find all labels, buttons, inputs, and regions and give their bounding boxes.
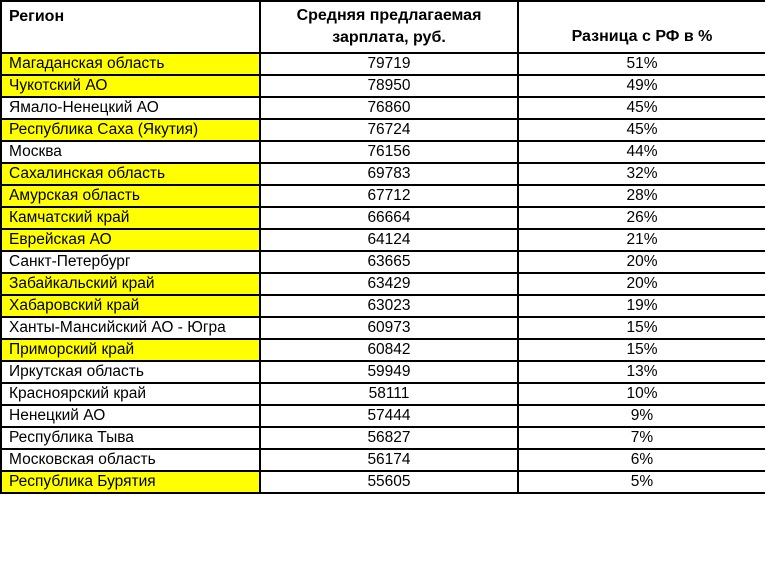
- diff-cell: 7%: [518, 427, 765, 449]
- region-cell: Московская область: [1, 449, 260, 471]
- diff-cell: 5%: [518, 471, 765, 493]
- diff-cell: 44%: [518, 141, 765, 163]
- region-cell: Ханты-Мансийский АО - Югра: [1, 317, 260, 339]
- table-row: [1, 339, 765, 361]
- table-row: [1, 97, 765, 119]
- diff-cell: 19%: [518, 295, 765, 317]
- table-row: [1, 405, 765, 427]
- salary-table-header: [1, 1, 765, 53]
- region-cell: Сахалинская область: [1, 163, 260, 185]
- salary-cell: 78950: [260, 75, 518, 97]
- salary-cell: 55605: [260, 471, 518, 493]
- table-row: [1, 53, 765, 75]
- region-cell: Ямало-Ненецкий АО: [1, 97, 260, 119]
- salary-cell: 59949: [260, 361, 518, 383]
- column-header-average-salary: Средняя предлагаемая зарплата, руб.: [260, 1, 518, 53]
- region-cell: Красноярский край: [1, 383, 260, 405]
- diff-cell: 9%: [518, 405, 765, 427]
- region-cell: Москва: [1, 141, 260, 163]
- diff-cell: 10%: [518, 383, 765, 405]
- region-cell: Приморский край: [1, 339, 260, 361]
- table-row: [1, 141, 765, 163]
- region-cell: Забайкальский край: [1, 273, 260, 295]
- diff-cell: 21%: [518, 229, 765, 251]
- salary-cell: 76156: [260, 141, 518, 163]
- region-cell: Еврейская АО: [1, 229, 260, 251]
- diff-cell: 26%: [518, 207, 765, 229]
- diff-cell: 45%: [518, 119, 765, 141]
- table-row: [1, 427, 765, 449]
- region-cell: Иркутская область: [1, 361, 260, 383]
- table-row: [1, 207, 765, 229]
- region-cell: Камчатский край: [1, 207, 260, 229]
- salary-cell: 60973: [260, 317, 518, 339]
- salary-cell: 79719: [260, 53, 518, 75]
- table-row: [1, 75, 765, 97]
- region-cell: Чукотский АО: [1, 75, 260, 97]
- diff-cell: 51%: [518, 53, 765, 75]
- table-row: [1, 449, 765, 471]
- diff-cell: 20%: [518, 273, 765, 295]
- region-cell: Амурская область: [1, 185, 260, 207]
- salary-cell: 64124: [260, 229, 518, 251]
- salary-cell: 56827: [260, 427, 518, 449]
- table-row: [1, 273, 765, 295]
- table-row: [1, 317, 765, 339]
- table-row: [1, 471, 765, 493]
- column-header-region: Регион: [1, 1, 260, 53]
- diff-cell: 20%: [518, 251, 765, 273]
- salary-cell: 66664: [260, 207, 518, 229]
- salary-cell: 57444: [260, 405, 518, 427]
- table-row: [1, 383, 765, 405]
- table-row: [1, 185, 765, 207]
- diff-cell: 49%: [518, 75, 765, 97]
- column-header-difference-with-rf: Разница с РФ в %: [518, 1, 765, 53]
- salary-cell: 76860: [260, 97, 518, 119]
- salary-cell: 63023: [260, 295, 518, 317]
- salary-cell: 69783: [260, 163, 518, 185]
- table-row: [1, 251, 765, 273]
- table-row: [1, 361, 765, 383]
- region-cell: Республика Саха (Якутия): [1, 119, 260, 141]
- header-row: [1, 1, 765, 53]
- diff-cell: 32%: [518, 163, 765, 185]
- salary-cell: 60842: [260, 339, 518, 361]
- diff-cell: 15%: [518, 317, 765, 339]
- salary-cell: 58111: [260, 383, 518, 405]
- table-row: [1, 295, 765, 317]
- region-cell: Санкт-Петербург: [1, 251, 260, 273]
- diff-cell: 28%: [518, 185, 765, 207]
- salary-cell: 76724: [260, 119, 518, 141]
- salary-table-body: [1, 53, 765, 493]
- salary-cell: 63665: [260, 251, 518, 273]
- region-cell: Магаданская область: [1, 53, 260, 75]
- table-row: [1, 119, 765, 141]
- region-cell: Республика Бурятия: [1, 471, 260, 493]
- diff-cell: 15%: [518, 339, 765, 361]
- table-row: [1, 229, 765, 251]
- region-cell: Республика Тыва: [1, 427, 260, 449]
- salary-cell: 67712: [260, 185, 518, 207]
- region-cell: Ненецкий АО: [1, 405, 260, 427]
- table-row: [1, 163, 765, 185]
- salary-cell: 56174: [260, 449, 518, 471]
- diff-cell: 13%: [518, 361, 765, 383]
- diff-cell: 6%: [518, 449, 765, 471]
- salary-cell: 63429: [260, 273, 518, 295]
- diff-cell: 45%: [518, 97, 765, 119]
- region-cell: Хабаровский край: [1, 295, 260, 317]
